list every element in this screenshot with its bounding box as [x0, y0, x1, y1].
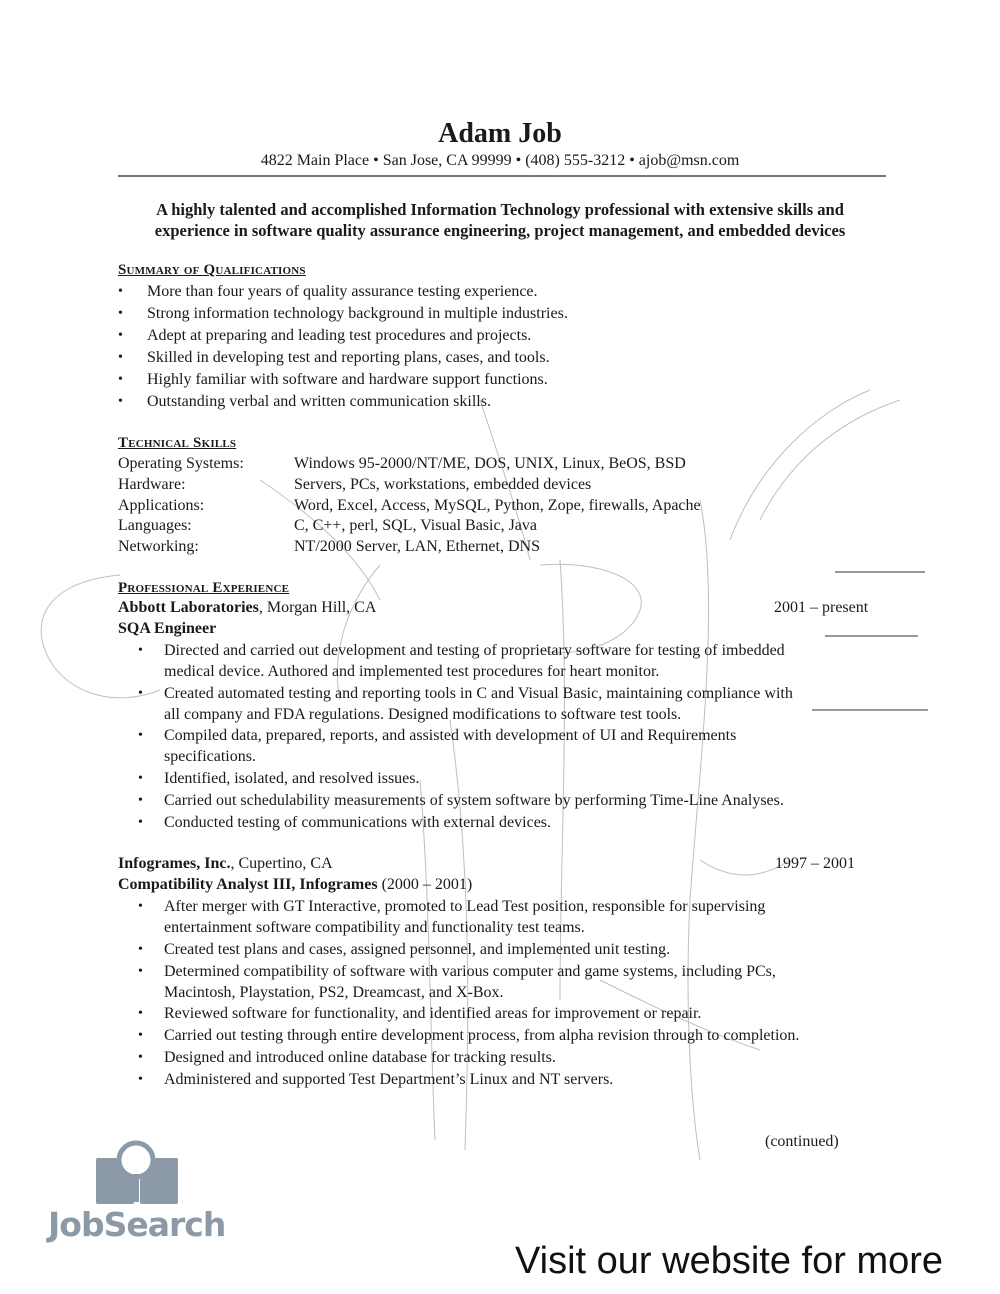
profile-summary-line-2: experience in software quality assurance engineering, project management, and embedded devices [154, 221, 846, 240]
summary-item: Skilled in developing test and reporting plans, cases, and tools. [147, 349, 550, 366]
bullet-icon: • [138, 1050, 143, 1065]
job2-company: Infogrames, Inc. [118, 855, 231, 872]
job2-bullet-line: entertainment software compatibility and functionality test teams. [164, 919, 585, 936]
job1-bullet-line: Directed and carried out development and testing of proprietary software for testing of imbedded [164, 642, 785, 659]
job1-company-line [118, 599, 376, 617]
bullet-icon: • [138, 899, 143, 914]
summary-item: Highly familiar with software and hardware support functions. [147, 371, 548, 388]
job1-title: SQA Engineer [118, 620, 217, 637]
candidate-name: Adam Job [438, 118, 562, 149]
skill-value: Windows 95-2000/NT/ME, DOS, UNIX, Linux, BeOS, BSD [294, 455, 686, 472]
bullet-icon: • [118, 306, 123, 321]
bullet-icon: • [138, 1006, 143, 1021]
job2-company-line [118, 855, 333, 873]
summary-heading: Summary of Qualifications [118, 262, 306, 278]
job1-bullet-line: Identified, isolated, and resolved issues. [164, 770, 420, 787]
skill-label: Networking: [118, 538, 199, 555]
job1-dates: 2001 – present [774, 599, 869, 616]
bullet-icon: • [138, 1072, 143, 1087]
job1-bullet-line: Created automated testing and reporting tools in C and Visual Basic, maintaining compliance with [164, 685, 793, 702]
bullet-icon: • [138, 815, 143, 830]
bullet-icon: • [118, 350, 123, 365]
bullet-icon: • [138, 728, 143, 743]
bullet-icon: • [118, 372, 123, 387]
job2-bullet-line: Designed and introduced online database for tracking results. [164, 1049, 556, 1066]
continued-note: (continued) [765, 1133, 839, 1150]
job2-title-dates: (2000 – 2001) [377, 876, 473, 893]
contact-line: 4822 Main Place • San Jose, CA 99999 • (408) 555-3212 • ajob@msn.com [260, 152, 740, 169]
job2-bullet-line: Administered and supported Test Department’s Linux and NT servers. [164, 1071, 614, 1088]
job1-location: , Morgan Hill, CA [258, 599, 377, 616]
bullet-icon: • [118, 328, 123, 343]
bullet-icon: • [118, 284, 123, 299]
summary-item: More than four years of quality assurance testing experience. [147, 283, 538, 300]
job2-dates: 1997 – 2001 [775, 855, 855, 872]
job1-bullet-line: specifications. [164, 748, 256, 765]
job1-bullet-line: all company and FDA regulations. Designed modifications to software test tools. [164, 706, 682, 723]
job1-company: Abbott Laboratories [118, 599, 259, 616]
skills-heading: Technical Skills [118, 435, 237, 451]
job2-title-line [118, 876, 472, 894]
job2-bullet-line: Macintosh, Playstation, PS2, Dreamcast, and X-Box. [164, 984, 504, 1001]
skill-label: Languages: [118, 517, 192, 534]
bullet-icon: • [138, 942, 143, 957]
skill-label: Operating Systems: [118, 455, 244, 472]
job1-bullet-line: Carried out schedulability measurements of system software by performing Time-Line Analyses. [164, 792, 784, 809]
bullet-icon: • [138, 793, 143, 808]
skill-value: Word, Excel, Access, MySQL, Python, Zope, firewalls, Apache [294, 497, 701, 514]
job2-bullet-line: Reviewed software for functionality, and identified areas for improvement or repair. [164, 1005, 702, 1022]
header-divider [118, 175, 886, 177]
job2-bullet-line: Carried out testing through entire development process, from alpha revision through to completion. [164, 1027, 800, 1044]
experience-heading: Professional Experience [118, 580, 290, 596]
skill-value: NT/2000 Server, LAN, Ethernet, DNS [294, 538, 540, 555]
bullet-icon: • [118, 394, 123, 409]
skill-label: Hardware: [118, 476, 186, 493]
job1-bullet-line: Compiled data, prepared, reports, and assisted with development of UI and Requirements [164, 727, 737, 744]
profile-summary-line-1: A highly talented and accomplished Information Technology professional with extensive skills and [156, 200, 844, 219]
job2-bullet-line: Determined compatibility of software with various computer and game systems, including PCs, [164, 963, 776, 980]
job2-bullet-line: After merger with GT Interactive, promoted to Lead Test position, responsible for supervising [164, 898, 766, 915]
profile-summary [0, 199, 1000, 241]
skill-value: C, C++, perl, SQL, Visual Basic, Java [294, 517, 537, 534]
bullet-icon: • [138, 643, 143, 658]
job2-location: , Cupertino, CA [230, 855, 333, 872]
job1-bullet-line: Conducted testing of communications with external devices. [164, 814, 552, 831]
bullet-icon: • [138, 1028, 143, 1043]
job2-title: Compatibility Analyst III, Infogrames [118, 876, 378, 893]
summary-item: Strong information technology background in multiple industries. [147, 305, 568, 322]
visit-website-banner[interactable]: Visit our website for more [515, 1240, 944, 1282]
skill-label: Applications: [118, 497, 205, 514]
job1-bullet-line: medical device. Authored and implemented test procedures for heart monitor. [164, 663, 660, 680]
bullet-icon: • [138, 686, 143, 701]
skill-value: Servers, PCs, workstations, embedded devices [294, 476, 592, 493]
summary-item: Adept at preparing and leading test procedures and projects. [147, 327, 532, 344]
jobsearch-logo-text: JobSearch [48, 1205, 226, 1244]
bullet-icon: • [138, 964, 143, 979]
summary-item: Outstanding verbal and written communication skills. [147, 393, 491, 410]
job2-bullet-line: Created test plans and cases, assigned personnel, and implemented unit testing. [164, 941, 671, 958]
bullet-icon: • [138, 771, 143, 786]
